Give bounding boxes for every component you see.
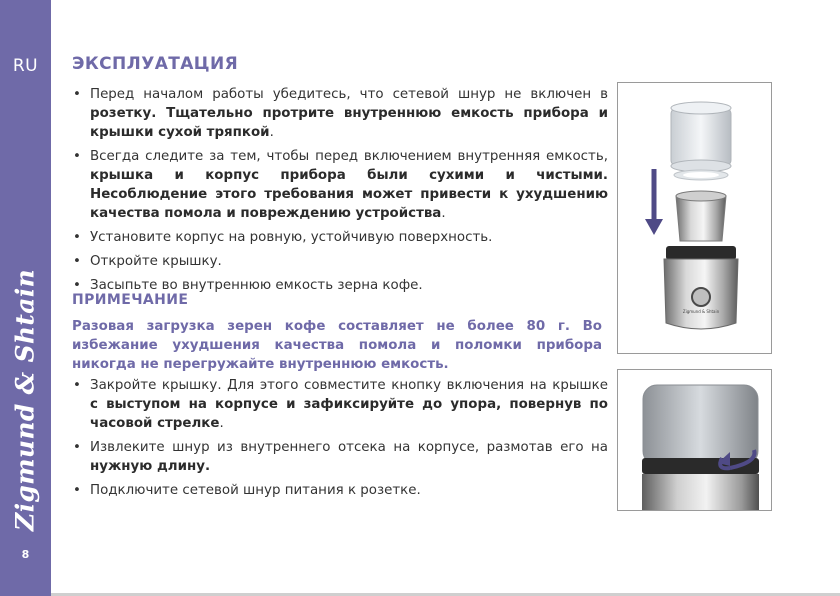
list-item: • Засыпьте во внутреннюю емкость зерна кофе.	[72, 276, 608, 295]
section-title: ЭКСПЛУАТАЦИЯ	[72, 54, 239, 74]
list-item: • Установите корпус на ровную, устойчивую поверхность.	[72, 228, 608, 247]
device-label: Zigmund & Shtain	[682, 309, 720, 314]
lid-closeup-photo	[617, 369, 772, 511]
instructions-list-2	[72, 376, 608, 505]
list-item: • Откройте крышку.	[72, 252, 608, 271]
language-label: RU	[12, 56, 39, 76]
note-title: ПРИМЕЧАНИЕ	[72, 292, 189, 308]
list-item: • Извлеките шнур из внутреннего отсека на корпусе, размотав его на нужную длину.	[72, 438, 608, 476]
list-item: • Перед началом работы убедитесь, что сетевой шнур не включен в розетку. Тщательно протрите внутреннюю емкость прибора и крышки сухой тряпкой.	[72, 85, 608, 142]
list-item: • Всегда следите за тем, чтобы перед включением внутренняя емкость, крышка и корпус прибора были сухими и чистыми. Несоблюдение этого требования может привести к ухудшению качества помола и повреждению устройства.	[72, 147, 608, 223]
page-number: 8	[21, 548, 30, 561]
instructions-list-1	[72, 85, 608, 300]
brand-logo: Zigmund & Shtain	[10, 269, 40, 531]
grinder-exploded-photo	[617, 82, 772, 354]
sidebar	[0, 0, 51, 596]
note-text: Разовая загрузка зерен кофе составляет не более 80 г. Во избежание ухудшения качества помола и поломки прибора никогда не перегружайте внутреннюю емкость.	[72, 319, 602, 372]
list-item: • Подключите сетевой шнур питания к розетке.	[72, 481, 608, 500]
list-item: • Закройте крышку. Для этого совместите кнопку включения на крышке с выступом на корпусе и зафиксируйте до упора, повернув по часовой стрелке.	[72, 376, 608, 433]
